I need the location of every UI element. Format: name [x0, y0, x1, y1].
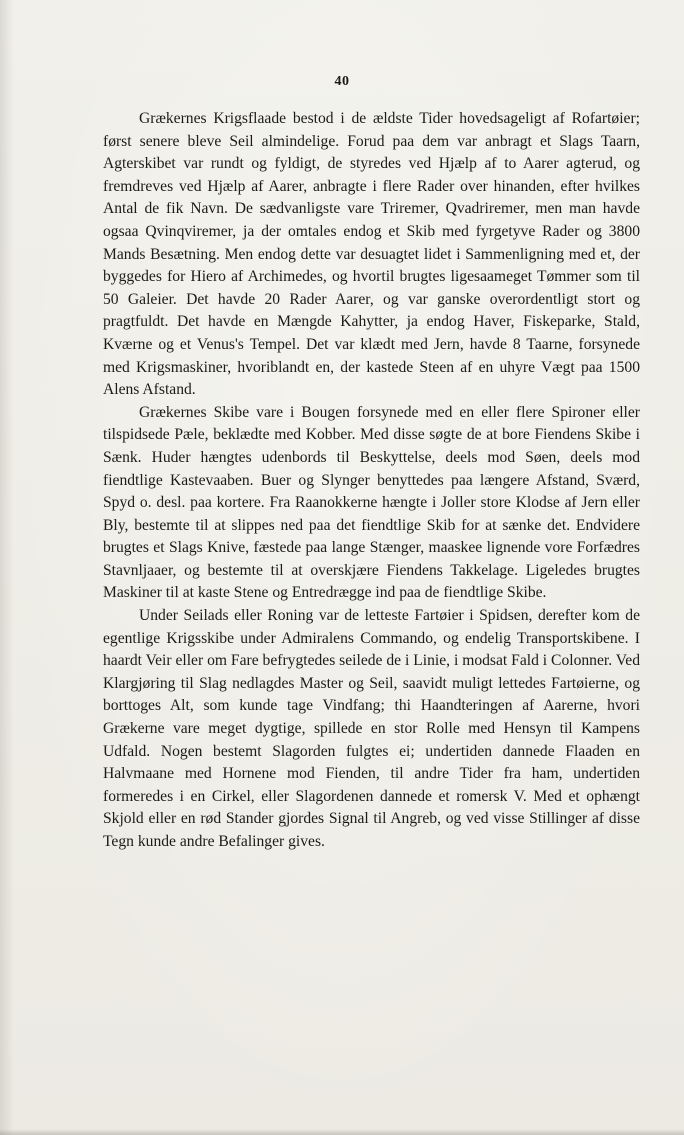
paragraph-battle-formation: Under Seilads eller Roning var de letteste Fartøier i Spidsen, derefter kom de egentlige Krigsskibe under Admiralens Commando, og endelig Transportskibene. I haardt Veir eller om Fare befrygtedes seilede de i Linie, i modsat Fald i Colonner. Ved Klargjøring til Slag nedlagdes Master og Seil, saavidt muligt lettedes Fartøierne, og borttoges Alt, som kunde tage Vindfang; thi Haandteringen af Aarerne, hvori Grækerne vare meget dygtige, spillede en stor Rolle med Hensyn til Kampens Udfald. Nogen bestemt Slagorden fulgtes ei; undertiden dannede Flaaden en Halvmaane med Hornene mod Fienden, til andre Tider fra ham, undertiden formeredes i en Cirkel, eller Slagordenen dannede et romersk V. Med et ophængt Skjold eller en rød Stander gjordes Signal til Angreb, og ved visse Stillinger af disse Tegn kunde andre Befalinger gives.	[103, 607, 640, 850]
paragraph-ship-armament: Grækernes Skibe vare i Bougen forsynede med en eller flere Spironer eller tilspidsede Pæle, beklædte med Kobber. Med disse søgte de at bore Fiendens Skibe i Sænk. Huder hængtes udenbords til Beskyttelse, deels mod Søen, deels mod fiendtlige Kastevaaben. Buer og Slynger benyttedes paa længere Afstand, Sværd, Spyd o. desl. paa kortere. Fra Raanokkerne hængte i Joller store Klodse af Jern eller Bly, bestemte til at slippes ned paa det fiendtlige Skib for at sænke det. Endvidere brugtes et Slags Knive, fæstede paa lange Stænger, maaskee lignende vore Forfædres Stavnljaaer, og bestemte til at overskjære Fiendens Takkelage. Ligeledes brugtes Maskiner til at kaste Stene og Entredrægge ind paa de fiendtlige Skibe.	[103, 403, 640, 602]
page-number: 40	[334, 74, 350, 89]
page-bottom-edge	[0, 1129, 684, 1135]
paragraph-fleet-history: Grækernes Krigsflaade bestod i de ældste Tider hovedsageligt af Rofartøier; først senere bleve Seil almindelige. Forud paa dem var anbragt et Slags Taarn, Agterskibet var rundt og fyldigt, de styredes ved Hjælp af to Aarer agterud, og fremdreves ved Hjælp af Aarer, anbragte i flere Rader over hinanden, efter hvilkes Antal de fik Navn. De sædvanligste vare Triremer, Qvadriremer, men man havde ogsaa Qvinqviremer, ja der omtales endog et Skib med fyrgetyve Rader og 3800 Mands Besætning. Men endog dette var desuagtet lidet i Sammenligning med et, der byggedes for Hiero af Archimedes, og hvortil brugtes ligesaameget Tømmer som til 50 Galeier. Det havde 20 Rader Aarer, og var ganske overordentligt stort og pragtfuldt. Det havde en Mængde Kahytter, ja endog Haver, Fiskeparke, Stald, Kværne og et Venus's Tempel. Det var klædt med Jern, havde 8 Taarne, forsynede med Krigsmaskiner, hvoriblandt en, der kastede Steen af en uhyre Vægt paa 1500 Alens Afstand.	[103, 110, 640, 399]
body-text	[103, 108, 640, 854]
